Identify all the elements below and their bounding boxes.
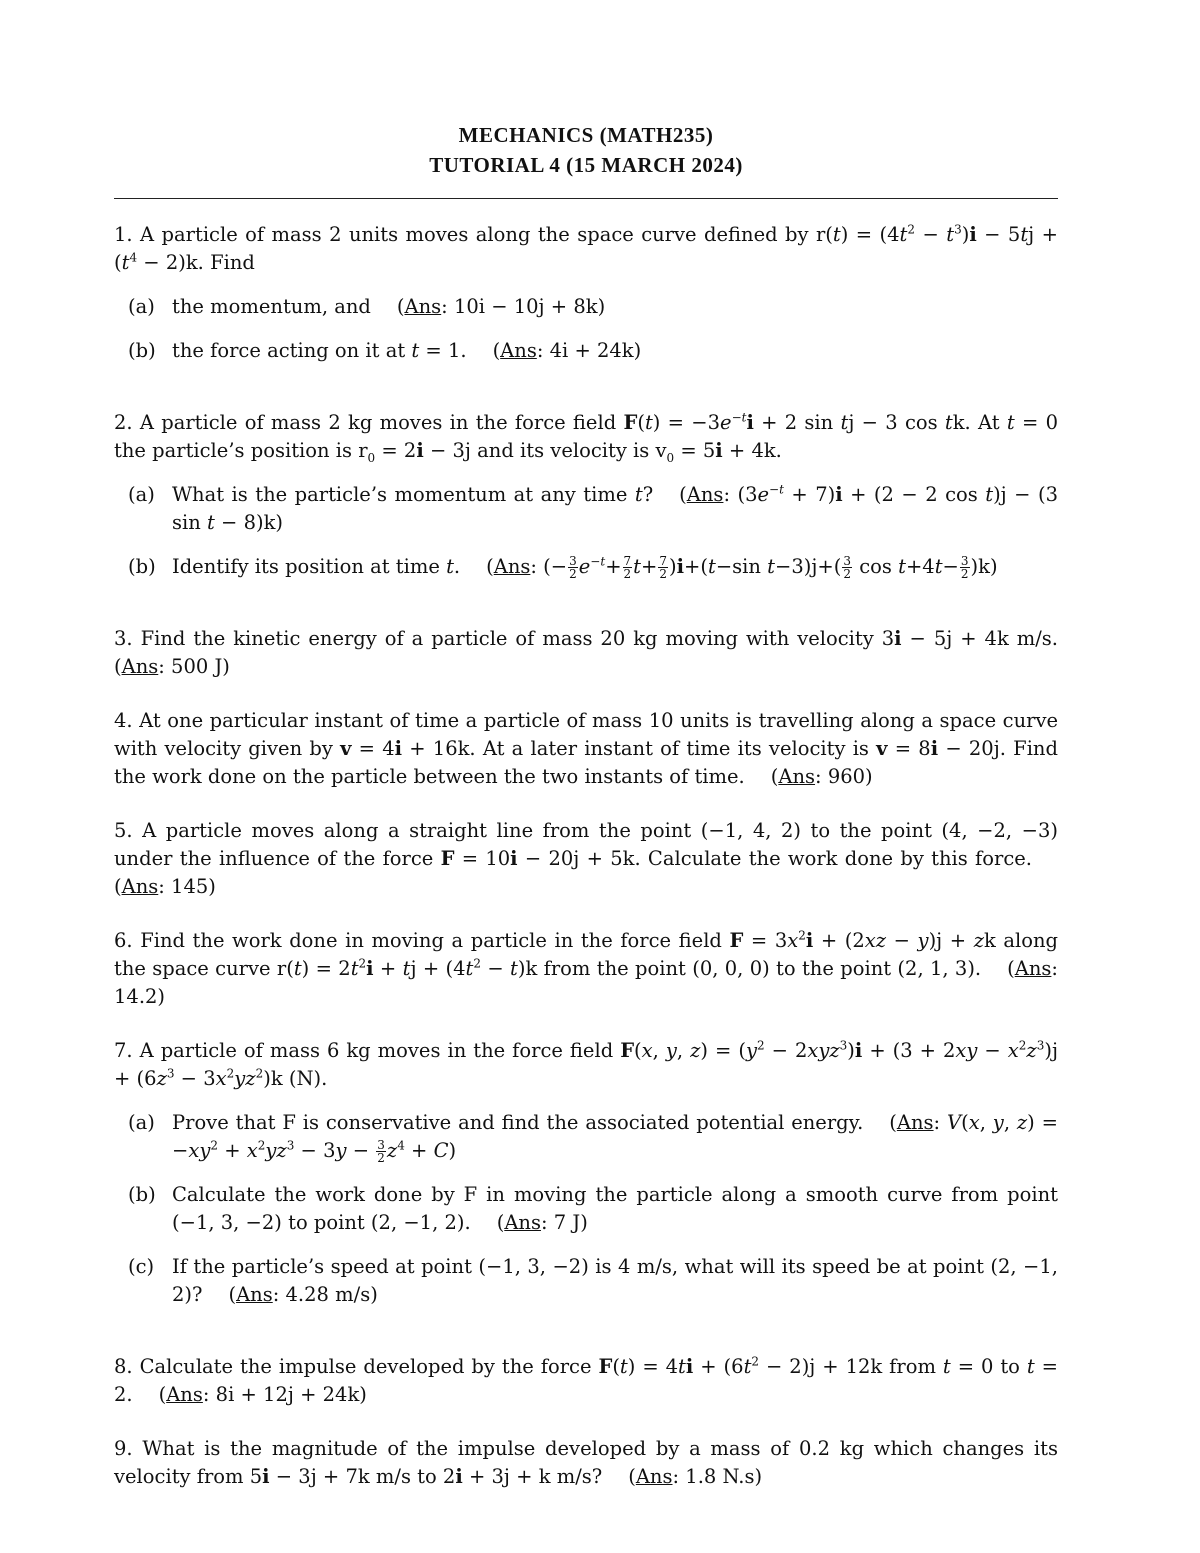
question-text: A particle of mass 2 kg moves in the force field [139, 411, 617, 434]
question-text: At one particular instant of time a particle of mass 10 units is travelling along a space curve with velocity given by [114, 709, 1059, 760]
answer-label: Ans [236, 1283, 273, 1306]
question-text: A particle moves along a straight line from the point [142, 819, 692, 842]
answer-label: Ans [500, 339, 537, 362]
question-number: 5. [114, 819, 133, 842]
question-7b: (b) Calculate the work done by F in moving the particle along a smooth curve from point (−1, 3, −2) to point (2, −1, 2). (Ans: 7 J) [128, 1181, 1058, 1237]
tutorial-page [114, 120, 1058, 1517]
answer: (Ans: V(x, y, $z) = -xy^2 + x^2yz^3 - 3y$ − $\frac{3}{2}$ $z^4 + C$) [172, 1111, 1058, 1165]
tutorial-title: TUTORIAL 4 (15 MARCH 2024) [429, 153, 743, 177]
answer: (Ans: 1.8 N.s) [628, 1465, 763, 1488]
question-1: 1. A particle of mass 2 units moves along the space curve defined by $r(t) = (4t^2 - t^3)i - 5tj + (t^4 - 2)k$. Find (a) the momentum, and (Ans: 10i − 10j + 8k) (b) the force acting on it at t = 1. (Ans: 4i + 24k) [114, 221, 1058, 365]
part-label: (b) [128, 339, 156, 362]
part-text: Prove that F is conservative and find the associated potential energy. [172, 1111, 864, 1134]
question-text: A particle of mass 2 units moves along the space curve defined by [140, 223, 809, 246]
question-text: Find the kinetic energy of a particle of mass 20 kg moving with velocity [140, 627, 874, 650]
answer-value: 500 J [171, 655, 223, 678]
answer-value: 4i + 24k [549, 339, 634, 362]
question-text: A particle of mass 6 kg moves in the force field [139, 1039, 614, 1062]
answer: (Ans: 4i + 24k) [492, 339, 642, 362]
part-text: Calculate the work done by F in moving the particle along a smooth curve from point [172, 1183, 1058, 1206]
answer-label: Ans [896, 1111, 934, 1134]
answer-value: 14.2 [114, 985, 158, 1008]
question-5: 5. A particle moves along a straight line from the point (−1, 4, 2) to the point (4, −2, −3) under the influence of the force F = 10i − 20j + 5k. Calculate the work done by this force.(Ans: 145) [114, 819, 1058, 898]
part-text: What is the particle’s momentum at any time [172, 483, 628, 506]
answer-label: Ans [635, 1465, 673, 1488]
answer-label: Ans [686, 483, 724, 506]
answer: (Ans: (− $\frac{3}{2}$ $e^{-t}+$ $\frac{7}{2}$ t+ $\frac{7}{2}$ )i+(t−sin t−3)j+( $\frac{3}{2}$ cos t+4t− $\frac{3}{2}$ )k) [486, 554, 998, 581]
question-number: 2. [114, 411, 133, 434]
question-7: 7. A particle of mass 6 kg moves in the force field F(x, y, $z) = (y^2 - 2xyz^3)i + (3 + 2xy - x^2z^3)j + (6z^3 - 3x^2yz^2)k$ (N). (a) Prove that F is conservative and find the associated potential energy. (Ans: V(x, y, $z) = -xy^2 + x^2yz^3 - 3y$ − $\frac{3}{2}$ $z^4 + C$) (b) Calculate the work done by F in moving the particle along a smooth curve from point (−1, 3, −2) to point (2, −1, 2). (Ans: 7 J) (c) If the particle’s speed at point (−1, 3, −2) is 4 m/s, what will its speed be at point (2, −1, 2)? (Ans: 4.28 m/s) [114, 1037, 1058, 1309]
answer-value: 4.28 m/s [285, 1283, 371, 1306]
part-label: (a) [128, 1111, 155, 1134]
question-text: What is the magnitude of the impulse developed by a mass of 0.2 kg which changes its velocity from [114, 1437, 1059, 1488]
answer-label: Ans [121, 875, 159, 898]
part-label: (a) [128, 483, 155, 506]
answer-label: Ans [1014, 957, 1052, 980]
question-number: 3. [114, 627, 133, 650]
answer: (Ans: 500 J) [114, 655, 230, 678]
part-label: (c) [128, 1255, 155, 1278]
answer: (Ans: 14.2) [114, 957, 1058, 1008]
question-2: 2. A particle of mass 2 kg moves in the force field $F(t) = -3e^{-t}i + 2$ sin tj − 3 cos tk. At t = 0 the particle’s position is $r_0 = 2i - 3j$ and its velocity is $v_0 = 5i + 4k$. (a) What is the particle’s momentum at any time t? (Ans: $(3e^{-t} + 7)i + (2 - 2$ cos t)j − (3 sin t − 8)k) (b) Identify its position at time t. (Ans: (− $\frac{3}{2}$ $e^{-t}+$ $\frac{7}{2}$ t+ $\frac{7}{2}$ )i+(t−sin t−3)j+( $\frac{3}{2}$ cos t+4t− $\frac{3}{2}$ )k) [114, 410, 1059, 581]
answer: (Ans: $(3e^{-t} + 7)i + (2 - 2$ cos t)j − (3 sin t − 8)k) [172, 482, 1059, 534]
part-label: (b) [128, 1183, 156, 1206]
answer-label: Ans [493, 555, 531, 578]
question-number: 1. [114, 223, 133, 246]
answer-label: Ans [121, 655, 159, 678]
answer: (Ans: 7 J) [496, 1211, 588, 1234]
question-7c: (c) If the particle’s speed at point (−1, 3, −2) is 4 m/s, what will its speed be at point (2, −1, 2)? (Ans: 4.28 m/s) [128, 1253, 1058, 1309]
question-1b: (b) the force acting on it at t = 1. (Ans: 4i + 24k) [128, 337, 1058, 365]
question-number: 4. [114, 709, 133, 732]
question-6: 6. Find the work done in moving a particle in the force field $F = 3x^2i + (2xz - y)j$ + zk along the space curve $r(t) = 2t^2i$ + tj + $(4t^2 - t)k$ from the point (0, 0, 0) to the point (2, 1, 3). (Ans: 14.2) [114, 928, 1058, 1008]
question-text: Calculate the impulse developed by the force [139, 1355, 592, 1378]
question-number: 9. [114, 1437, 133, 1460]
part-text: the momentum, and [172, 295, 371, 318]
question-2b: (b) Identify its position at time t. (Ans: (− $\frac{3}{2}$ $e^{-t}+$ $\frac{7}{2}$ t+ $\frac{7}{2}$ )i+(t−sin t−3)j+( $\frac{3}{2}$ cos t+4t− $\frac{3}{2}$ )k) [128, 554, 998, 581]
answer-value: 960 [827, 765, 866, 788]
part-text: If the particle’s speed at point (−1, 3, −2) is 4 m/s, what will its speed be at point [172, 1255, 984, 1278]
answer: (Ans: 145) [114, 875, 216, 898]
part-label: (b) [128, 555, 156, 578]
question-1a [128, 293, 1058, 321]
question-text: Find the work done in moving a particle in the force field [140, 929, 722, 952]
question-4: 4. At one particular instant of time a particle of mass 10 units is travelling along a space curve with velocity given by v = 4i + 16k. At a later instant of time its velocity is v = 8i − 20j. Find the work done on the particle between the two instants of time. (Ans: 960) [114, 709, 1059, 788]
header-divider [114, 198, 1058, 199]
answer-value: 145 [171, 875, 209, 898]
page-title [114, 120, 1058, 180]
answer-label: Ans [404, 295, 442, 318]
question-8: 8. Calculate the impulse developed by the force $F(t) = 4ti + (6t^2 - 2)j + 12k$ from t = 0 to t = 2. (Ans: 8i + 12j + 24k) [114, 1354, 1059, 1406]
question-7a [128, 1109, 1058, 1165]
answer-label: Ans [778, 765, 816, 788]
answer: (Ans: 10i − 10j + 8k) [396, 295, 606, 318]
part-text: Identify its position at time [172, 555, 440, 578]
question-text: Find [210, 251, 255, 274]
part-text: the force acting on it at [172, 339, 406, 362]
course-title: MECHANICS (MATH235) [458, 123, 714, 147]
answer: (Ans: 8i + 12j + 24k) [158, 1383, 367, 1406]
answer: (Ans: 960) [770, 765, 873, 788]
answer: (Ans: 4.28 m/s) [228, 1283, 378, 1306]
answer-value: 7 J [553, 1211, 581, 1234]
question-3: 3. Find the kinetic energy of a particle of mass 20 kg moving with velocity 3i − 5j + 4k m/s. (Ans: 500 J) [114, 627, 1058, 678]
question-2a: (a) What is the particle’s momentum at any time t? (Ans: $(3e^{-t} + 7)i + (2 - 2$ cos t)j − (3 sin t − 8)k) [128, 481, 1058, 537]
part-label: (a) [128, 295, 155, 318]
question-number: 8. [114, 1355, 133, 1378]
question-number: 7. [114, 1039, 133, 1062]
answer-value: 1.8 N.s [685, 1465, 755, 1488]
answer-label: Ans [504, 1211, 541, 1234]
question-number: 6. [114, 929, 133, 952]
answer-label: Ans [166, 1383, 203, 1406]
answer-value: 10i − 10j + 8k [453, 295, 598, 318]
answer-value: 8i + 12j + 24k [215, 1383, 360, 1406]
question-9: 9. What is the magnitude of the impulse developed by a mass of 0.2 kg which changes its velocity from 5i − 3j + 7k m/s to 2i + 3j + k m/s? (Ans: 1.8 N.s) [114, 1437, 1059, 1488]
